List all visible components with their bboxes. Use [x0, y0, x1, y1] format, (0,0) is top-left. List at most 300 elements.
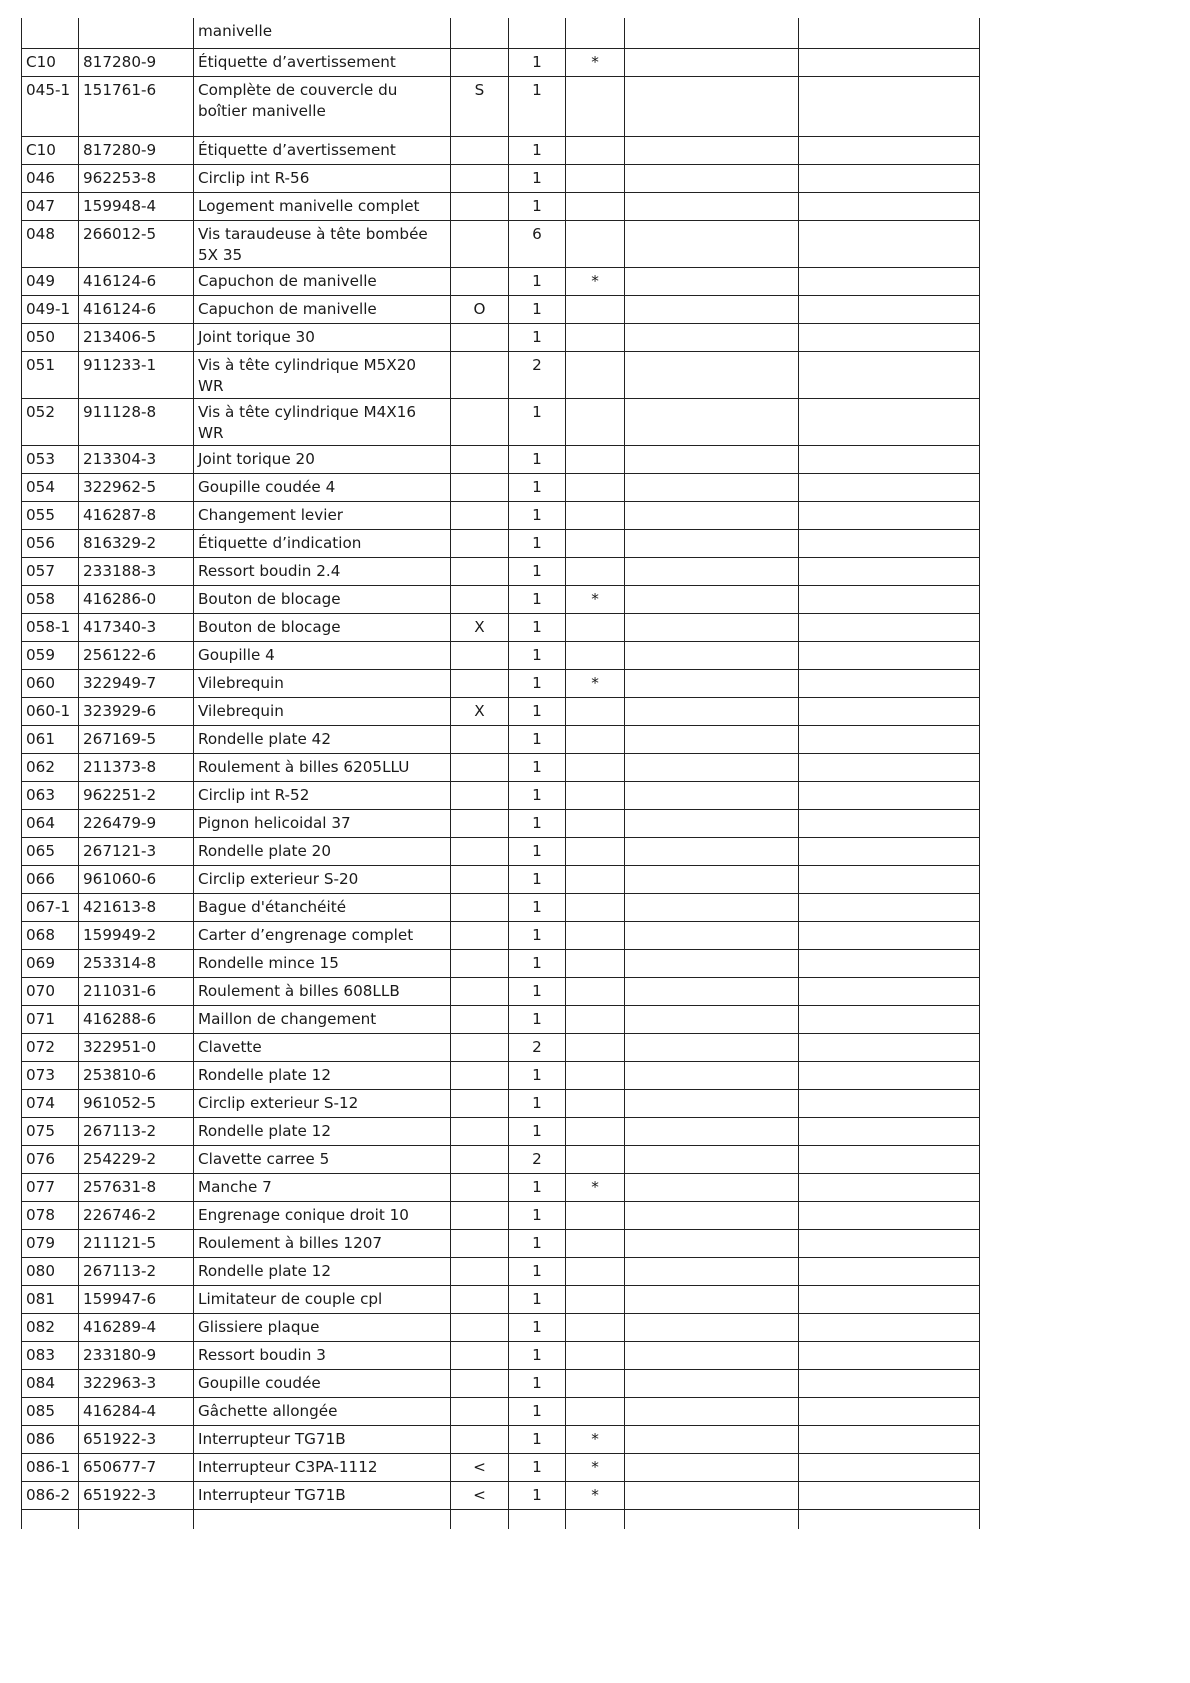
cell-empty-1: [625, 295, 799, 323]
cell-item-no: 070: [22, 977, 79, 1005]
cell-part-no: 159947-6: [79, 1285, 194, 1313]
cell-quantity: 2: [509, 351, 566, 398]
cell-item-no: 079: [22, 1229, 79, 1257]
cell-empty-1: [625, 1313, 799, 1341]
cell-mark: [451, 1313, 509, 1341]
table-row: [22, 1397, 980, 1425]
cell-note: [566, 1369, 625, 1397]
table-row: [22, 1117, 980, 1145]
cell-note: [566, 18, 625, 48]
cell-part-no: 257631-8: [79, 1173, 194, 1201]
cell-empty-2: [799, 753, 980, 781]
cell-quantity: 1: [509, 1397, 566, 1425]
cell-note: [566, 613, 625, 641]
cell-empty-2: [799, 613, 980, 641]
cell-mark: [451, 1117, 509, 1145]
cell-description: Roulement à billes 6205LLU: [194, 753, 451, 781]
cell-note: *: [566, 585, 625, 613]
cell-empty-1: [625, 697, 799, 725]
cell-note: [566, 1005, 625, 1033]
cell-mark: [451, 725, 509, 753]
cell-mark: X: [451, 613, 509, 641]
cell-empty-1: [625, 1257, 799, 1285]
cell-item-no: 080: [22, 1257, 79, 1285]
cell-empty-1: [625, 641, 799, 669]
cell-quantity: 1: [509, 1313, 566, 1341]
parts-table: [21, 18, 980, 1529]
cell-description: Interrupteur C3PA-1112: [194, 1453, 451, 1481]
cell-quantity: 1: [509, 725, 566, 753]
cell-empty-2: [799, 529, 980, 557]
cell-empty-1: [625, 613, 799, 641]
cell-empty: [566, 1509, 625, 1529]
cell-note: [566, 1089, 625, 1117]
table-row: [22, 323, 980, 351]
cell-empty-2: [799, 220, 980, 267]
cell-part-no: 254229-2: [79, 1145, 194, 1173]
cell-mark: [451, 323, 509, 351]
table-row: [22, 445, 980, 473]
cell-item-no: 049-1: [22, 295, 79, 323]
cell-part-no: 416289-4: [79, 1313, 194, 1341]
cell-empty-1: [625, 725, 799, 753]
cell-note: *: [566, 1173, 625, 1201]
cell-note: [566, 136, 625, 164]
cell-empty-2: [799, 1369, 980, 1397]
cell-quantity: 1: [509, 1173, 566, 1201]
table-row: [22, 1201, 980, 1229]
cell-mark: [451, 977, 509, 1005]
cell-part-no: 226746-2: [79, 1201, 194, 1229]
cell-description: Circlip int R-56: [194, 164, 451, 192]
cell-empty-1: [625, 1285, 799, 1313]
cell-mark: [451, 1257, 509, 1285]
cell-part-no: 911128-8: [79, 398, 194, 445]
cell-note: [566, 76, 625, 136]
cell-note: [566, 351, 625, 398]
cell-empty-1: [625, 18, 799, 48]
cell-item-no: 061: [22, 725, 79, 753]
cell-quantity: [509, 18, 566, 48]
cell-part-no: 416287-8: [79, 501, 194, 529]
table-row: [22, 220, 980, 267]
cell-note: *: [566, 1453, 625, 1481]
cell-mark: X: [451, 697, 509, 725]
cell-part-no: 651922-3: [79, 1425, 194, 1453]
cell-mark: [451, 949, 509, 977]
cell-quantity: 1: [509, 1117, 566, 1145]
cell-item-no: 075: [22, 1117, 79, 1145]
cell-note: [566, 781, 625, 809]
cell-note: *: [566, 669, 625, 697]
cell-note: [566, 893, 625, 921]
cell-empty-2: [799, 192, 980, 220]
cell-mark: [451, 1397, 509, 1425]
cell-empty-1: [625, 781, 799, 809]
cell-quantity: 1: [509, 697, 566, 725]
cell-empty-1: [625, 753, 799, 781]
cell-empty-2: [799, 1257, 980, 1285]
cell-empty-2: [799, 977, 980, 1005]
cell-description: Ressort boudin 3: [194, 1341, 451, 1369]
cell-quantity: 1: [509, 48, 566, 76]
cell-description: Rondelle plate 12: [194, 1117, 451, 1145]
cell-part-no: 421613-8: [79, 893, 194, 921]
cell-quantity: 1: [509, 267, 566, 295]
cell-empty-2: [799, 351, 980, 398]
cell-item-no: 078: [22, 1201, 79, 1229]
cell-mark: [451, 1033, 509, 1061]
cell-description: Rondelle plate 12: [194, 1061, 451, 1089]
cell-note: [566, 725, 625, 753]
table-row: [22, 1453, 980, 1481]
cell-note: [566, 398, 625, 445]
cell-mark: [451, 1145, 509, 1173]
cell-quantity: 1: [509, 1425, 566, 1453]
cell-note: [566, 1397, 625, 1425]
cell-part-no: 256122-6: [79, 641, 194, 669]
cell-item-no: 074: [22, 1089, 79, 1117]
cell-quantity: 1: [509, 1453, 566, 1481]
cell-empty-1: [625, 1061, 799, 1089]
cell-part-no: 211121-5: [79, 1229, 194, 1257]
cell-mark: [451, 1369, 509, 1397]
cell-empty-2: [799, 669, 980, 697]
cell-part-no: [79, 18, 194, 48]
cell-empty-2: [799, 697, 980, 725]
cell-item-no: 084: [22, 1369, 79, 1397]
cell-description: Vilebrequin: [194, 669, 451, 697]
cell-empty-2: [799, 1145, 980, 1173]
cell-part-no: 962253-8: [79, 164, 194, 192]
cell-description: Limitateur de couple cpl: [194, 1285, 451, 1313]
cell-note: [566, 192, 625, 220]
cell-mark: [451, 351, 509, 398]
cell-mark: [451, 164, 509, 192]
cell-part-no: 817280-9: [79, 48, 194, 76]
cell-empty-1: [625, 1425, 799, 1453]
cell-note: [566, 921, 625, 949]
cell-mark: [451, 1285, 509, 1313]
cell-quantity: 1: [509, 76, 566, 136]
cell-description: Capuchon de manivelle: [194, 267, 451, 295]
cell-note: [566, 1313, 625, 1341]
cell-quantity: 1: [509, 557, 566, 585]
table-row-cutoff: [22, 1509, 980, 1529]
cell-quantity: 1: [509, 1341, 566, 1369]
cell-mark: [451, 220, 509, 267]
cell-mark: [451, 267, 509, 295]
cell-quantity: 1: [509, 445, 566, 473]
table-row: [22, 136, 980, 164]
table-row: [22, 977, 980, 1005]
cell-empty-1: [625, 977, 799, 1005]
cell-empty: [509, 1509, 566, 1529]
table-row: [22, 1285, 980, 1313]
cell-quantity: 1: [509, 865, 566, 893]
cell-description: Vis à tête cylindrique M5X20 WR: [194, 351, 451, 398]
cell-mark: [451, 753, 509, 781]
table-row: [22, 613, 980, 641]
table-row: [22, 865, 980, 893]
table-row: [22, 669, 980, 697]
cell-empty-1: [625, 501, 799, 529]
cell-empty: [799, 1509, 980, 1529]
cell-description: Carter d’engrenage complet: [194, 921, 451, 949]
table-row: [22, 949, 980, 977]
cell-item-no: 059: [22, 641, 79, 669]
cell-note: [566, 557, 625, 585]
cell-empty-2: [799, 1061, 980, 1089]
cell-empty-1: [625, 136, 799, 164]
cell-mark: [451, 669, 509, 697]
cell-empty-2: [799, 1173, 980, 1201]
cell-empty-2: [799, 76, 980, 136]
cell-item-no: C10: [22, 48, 79, 76]
cell-empty-1: [625, 529, 799, 557]
cell-description: Clavette: [194, 1033, 451, 1061]
cell-part-no: 323929-6: [79, 697, 194, 725]
cell-empty-1: [625, 809, 799, 837]
cell-quantity: 1: [509, 323, 566, 351]
cell-quantity: 1: [509, 1201, 566, 1229]
cell-part-no: 233188-3: [79, 557, 194, 585]
cell-quantity: 1: [509, 295, 566, 323]
cell-description: Goupille 4: [194, 641, 451, 669]
cell-item-no: 060: [22, 669, 79, 697]
table-row: [22, 697, 980, 725]
cell-empty: [79, 1509, 194, 1529]
table-row: [22, 1061, 980, 1089]
cell-mark: [451, 529, 509, 557]
cell-empty-1: [625, 1005, 799, 1033]
cell-description: manivelle: [194, 18, 451, 48]
cell-item-no: 058-1: [22, 613, 79, 641]
cell-mark: [451, 192, 509, 220]
cell-mark: [451, 781, 509, 809]
cell-note: [566, 697, 625, 725]
cell-item-no: 058: [22, 585, 79, 613]
cell-quantity: 1: [509, 1089, 566, 1117]
cell-part-no: 416284-4: [79, 1397, 194, 1425]
cell-note: [566, 473, 625, 501]
cell-part-no: 233180-9: [79, 1341, 194, 1369]
cell-note: [566, 220, 625, 267]
cell-item-no: 056: [22, 529, 79, 557]
cell-description: Changement levier: [194, 501, 451, 529]
table-row: [22, 557, 980, 585]
cell-empty-2: [799, 1453, 980, 1481]
cell-part-no: 211031-6: [79, 977, 194, 1005]
table-row: [22, 753, 980, 781]
cell-empty-2: [799, 48, 980, 76]
cell-mark: S: [451, 76, 509, 136]
cell-quantity: 1: [509, 1229, 566, 1257]
cell-item-no: 082: [22, 1313, 79, 1341]
cell-empty-2: [799, 1341, 980, 1369]
table-row: [22, 1229, 980, 1257]
cell-item-no: 057: [22, 557, 79, 585]
cell-note: [566, 295, 625, 323]
table-row: [22, 1089, 980, 1117]
table-row: [22, 1341, 980, 1369]
cell-empty-1: [625, 192, 799, 220]
cell-empty-1: [625, 1369, 799, 1397]
table-row: [22, 192, 980, 220]
cell-empty-1: [625, 1341, 799, 1369]
cell-description: Clavette carree 5: [194, 1145, 451, 1173]
cell-empty-2: [799, 949, 980, 977]
cell-note: [566, 323, 625, 351]
cell-empty-2: [799, 323, 980, 351]
cell-part-no: 416288-6: [79, 1005, 194, 1033]
cell-description: Engrenage conique droit 10: [194, 1201, 451, 1229]
cell-mark: [451, 837, 509, 865]
cell-note: [566, 1229, 625, 1257]
cell-mark: [451, 1229, 509, 1257]
cell-empty: [451, 1509, 509, 1529]
cell-quantity: 1: [509, 192, 566, 220]
cell-empty-2: [799, 1005, 980, 1033]
cell-part-no: 650677-7: [79, 1453, 194, 1481]
cell-quantity: 1: [509, 921, 566, 949]
cell-quantity: 1: [509, 164, 566, 192]
cell-quantity: 1: [509, 753, 566, 781]
cell-note: [566, 1117, 625, 1145]
table-row: [22, 641, 980, 669]
cell-note: [566, 1257, 625, 1285]
cell-empty-2: [799, 501, 980, 529]
cell-quantity: 1: [509, 837, 566, 865]
cell-item-no: 086-2: [22, 1481, 79, 1509]
cell-description: Pignon helicoidal 37: [194, 809, 451, 837]
table-row: [22, 809, 980, 837]
cell-item-no: 049: [22, 267, 79, 295]
cell-quantity: 1: [509, 1257, 566, 1285]
cell-item-no: 063: [22, 781, 79, 809]
cell-empty-2: [799, 1033, 980, 1061]
cell-item-no: 048: [22, 220, 79, 267]
cell-quantity: 1: [509, 809, 566, 837]
cell-quantity: 1: [509, 585, 566, 613]
cell-empty-2: [799, 1089, 980, 1117]
cell-quantity: 1: [509, 473, 566, 501]
cell-mark: [451, 18, 509, 48]
cell-description: Bague d'étanchéité: [194, 893, 451, 921]
cell-empty-1: [625, 48, 799, 76]
cell-part-no: 322951-0: [79, 1033, 194, 1061]
cell-empty-1: [625, 1481, 799, 1509]
cell-quantity: 1: [509, 529, 566, 557]
cell-quantity: 1: [509, 1061, 566, 1089]
cell-description: Joint torique 30: [194, 323, 451, 351]
cell-mark: [451, 809, 509, 837]
table-row: [22, 1481, 980, 1509]
cell-mark: [451, 48, 509, 76]
cell-description: Circlip exterieur S-20: [194, 865, 451, 893]
cell-item-no: 060-1: [22, 697, 79, 725]
cell-part-no: 961060-6: [79, 865, 194, 893]
cell-empty-2: [799, 136, 980, 164]
cell-description: Goupille coudée 4: [194, 473, 451, 501]
cell-item-no: 069: [22, 949, 79, 977]
cell-note: [566, 1145, 625, 1173]
table-row: [22, 473, 980, 501]
table-row: [22, 585, 980, 613]
cell-item-no: 067-1: [22, 893, 79, 921]
cell-note: [566, 1201, 625, 1229]
cell-part-no: 213406-5: [79, 323, 194, 351]
cell-empty-2: [799, 267, 980, 295]
cell-description: Roulement à billes 608LLB: [194, 977, 451, 1005]
table-row: [22, 1145, 980, 1173]
cell-empty-1: [625, 323, 799, 351]
cell-mark: [451, 136, 509, 164]
cell-part-no: 416124-6: [79, 267, 194, 295]
table-row: [22, 837, 980, 865]
cell-mark: [451, 1425, 509, 1453]
cell-description: Rondelle plate 42: [194, 725, 451, 753]
cell-quantity: 1: [509, 1369, 566, 1397]
cell-description: Rondelle plate 12: [194, 1257, 451, 1285]
cell-item-no: 047: [22, 192, 79, 220]
cell-empty-1: [625, 351, 799, 398]
cell-part-no: 322962-5: [79, 473, 194, 501]
cell-note: [566, 949, 625, 977]
cell-item-no: 065: [22, 837, 79, 865]
cell-empty-2: [799, 585, 980, 613]
cell-empty-2: [799, 641, 980, 669]
cell-note: [566, 809, 625, 837]
cell-empty: [625, 1509, 799, 1529]
cell-quantity: 1: [509, 1005, 566, 1033]
cell-mark: [451, 445, 509, 473]
cell-item-no: 086: [22, 1425, 79, 1453]
cell-description: Vis à tête cylindrique M4X16 WR: [194, 398, 451, 445]
cell-empty-2: [799, 295, 980, 323]
cell-part-no: 266012-5: [79, 220, 194, 267]
cell-part-no: 816329-2: [79, 529, 194, 557]
cell-description: Gâchette allongée: [194, 1397, 451, 1425]
cell-item-no: [22, 18, 79, 48]
cell-mark: [451, 865, 509, 893]
cell-empty-2: [799, 445, 980, 473]
cell-mark: [451, 1005, 509, 1033]
cell-note: *: [566, 1481, 625, 1509]
cell-description: Rondelle mince 15: [194, 949, 451, 977]
cell-part-no: 417340-3: [79, 613, 194, 641]
cell-note: [566, 753, 625, 781]
cell-quantity: 2: [509, 1033, 566, 1061]
cell-mark: [451, 641, 509, 669]
cell-quantity: 1: [509, 613, 566, 641]
cell-part-no: 961052-5: [79, 1089, 194, 1117]
cell-empty-2: [799, 398, 980, 445]
cell-item-no: 086-1: [22, 1453, 79, 1481]
cell-empty-1: [625, 1145, 799, 1173]
cell-empty-2: [799, 1229, 980, 1257]
cell-mark: <: [451, 1453, 509, 1481]
cell-note: [566, 529, 625, 557]
cell-part-no: 322963-3: [79, 1369, 194, 1397]
cell-item-no: 066: [22, 865, 79, 893]
cell-empty-1: [625, 1453, 799, 1481]
cell-note: *: [566, 267, 625, 295]
cell-description: Logement manivelle complet: [194, 192, 451, 220]
cell-quantity: 2: [509, 1145, 566, 1173]
cell-empty-2: [799, 893, 980, 921]
cell-item-no: 081: [22, 1285, 79, 1313]
